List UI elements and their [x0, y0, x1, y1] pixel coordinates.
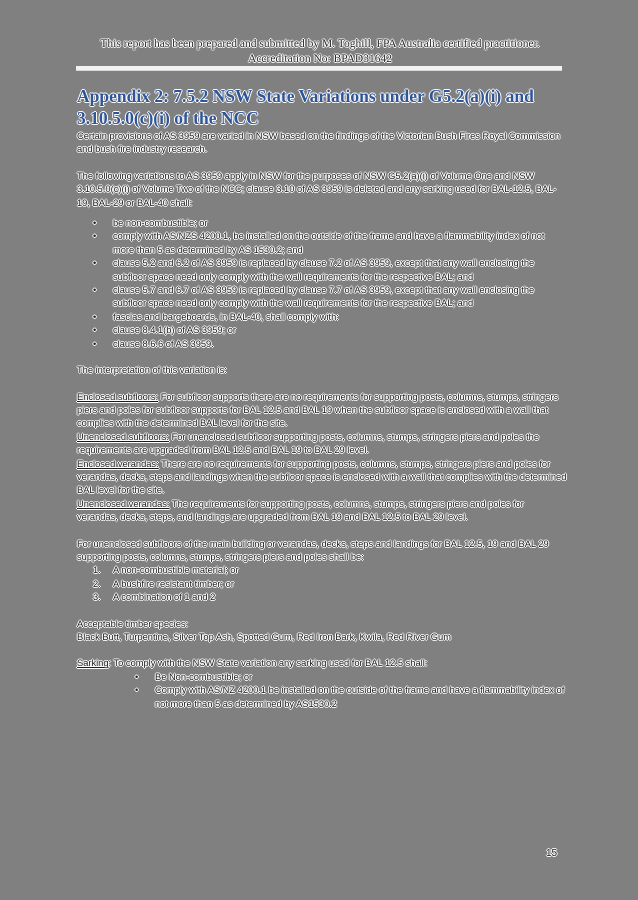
list-item: • comply with AS/NZS 4200.1, be installed on the outside of the frame and have a flammability index of not more than 5 as determined by AS 1530.2; and [113, 230, 567, 257]
header-line-2: Accreditation No: BPAD31642 [248, 53, 392, 65]
sarking-label: Sarking [77, 658, 109, 669]
report-header [60, 37, 580, 67]
interpretation-label: Unenclosed verandas: [77, 498, 170, 509]
unenclosed-intro: For unenclosed subfloors of the main building or verandas, decks, steps and landings for BAL 12.5, 19 and BAL 29 supporting posts, columns, stumps, stringers piers and poles shall be: [77, 538, 549, 562]
sarking-list [77, 671, 567, 711]
list-item: • clause 5.2 and 6.2 of AS 3959 is replaced by clause 7.2 of AS 3959, except that any wall enclosing the subfloor space need only comply with the wall requirements for the respective BAL; and [113, 257, 567, 284]
interpretation-unenclosed-subfloors [77, 431, 567, 458]
variations-list [77, 217, 567, 351]
interpretation-text: For subfloor supports there are no requirements for supporting posts, columns, stumps, stringers piers and poles for subfloor supports for BAL 12.5 and BAL 19 when the subfloor space is enclosed with a wall that complies with the determined BAL level for the site. [77, 391, 559, 429]
interpretation-label: Unenclosed subfloors: [77, 431, 169, 442]
interpretation-label: Enclosed verandas: [77, 458, 159, 469]
list-item: • fascias and bargeboards, in BAL-40, shall comply with: [113, 311, 567, 324]
interpretation-unenclosed-verandas [77, 498, 567, 525]
variations-intro: The following variations to AS 3959 apply in NSW for the purposes of NSW G5.2(a)(i) of Volume One and NSW 3.10.5.0(c)(i) of Volume Two of the NCC; clause 3.10 of AS 3959 is deleted and any sarking used for BAL-12.5, BAL-19, BAL-29 or BAL-40 shall: [77, 170, 557, 208]
interpretation-enclosed-subfloors [77, 391, 567, 431]
page-number: 15 [546, 848, 558, 859]
list-item: • be non-combustible; or [113, 217, 567, 230]
sarking-text: : To comply with the NSW State variation any sarking used for BAL 12.5 shall: [108, 658, 428, 669]
document-body [77, 130, 567, 711]
list-item: • clause 8.6.6 of AS 3959. [113, 338, 567, 351]
materials-list [77, 564, 567, 604]
intro-paragraph: Certain provisions of AS 3959 are varied in NSW based on the findings of the Victorian Bush Fires Royal Commission and bush fire industry research. [77, 131, 560, 155]
interpretation-label: Enclosed subfloors: [77, 391, 159, 402]
list-item: • clause 5.7 and 6.7 of AS 3959 is replaced by clause 7.7 of AS 3959, except that any wall enclosing the subfloor space need only comply with the wall requirements for the respective BAL; and [113, 284, 567, 311]
interpretation-text: The requirements for supporting posts, columns, stumps, stringers piers and poles for verandas, decks, steps, and landings are upgraded from BAL 19 and BAL 12.5 to BAL 29 level. [77, 498, 524, 523]
list-item: • Comply with AS/NZ 4200.1 be installed on the outside of the frame and have a flammability index of not more than 5 as determined by AS1530.2 [155, 684, 567, 711]
header-divider [76, 66, 562, 71]
timber-heading: Acceptable timber species: [77, 618, 189, 629]
sarking-paragraph [77, 657, 567, 670]
timber-species: Black Butt, Turpentine, Silver Top Ash, Spotted Gum, Red Iron Bark, Kwila, Red River Gum [77, 632, 451, 642]
list-item: • Be Non-combustible; or [155, 671, 567, 684]
interpretation-text: For unenclosed subfloor supporting posts, columns, stumps, stringers piers and poles the requirements are upgraded from BAL 12.5 and BAL 19 to BAL 29 level. [77, 431, 540, 456]
list-item: • clause 8.4.1(b) of AS 3959; or [113, 324, 567, 337]
interpretation-enclosed-verandas [77, 458, 567, 498]
interpretation-heading: The interpretation of this variation is: [77, 365, 227, 376]
list-item: 1. A non-combustible material; or [93, 565, 239, 576]
list-item: 2. A bushfire resistant timber; or [93, 578, 234, 589]
list-item: 3. A combination of 1 and 2 [93, 592, 216, 603]
interpretation-text: There are no requirements for supporting posts, columns, stumps, stringers piers and poles for verandas, decks, steps and landings when the subfloor space is enclosed with a wall that complies with the determined BAL level for the site. [77, 458, 567, 496]
header-line-1: This report has been prepared and submitted by M. Toghill, FPA Australia certified practitioner. [100, 38, 540, 50]
page-title: Appendix 2: 7.5.2 NSW State Variations under G5.2(a)(i) and 3.10.5.0(c)(i) of the NCC [77, 86, 534, 128]
